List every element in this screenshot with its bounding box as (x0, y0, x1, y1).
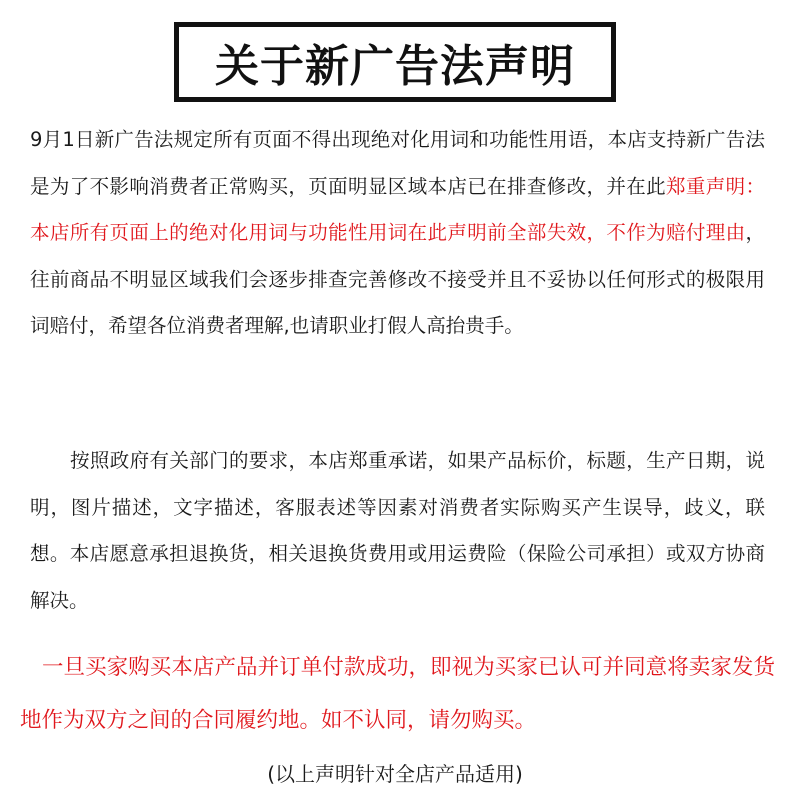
solemn-declaration-text: 郑重声明：本店所有页面上的绝对化用词与功能性用词在此声明前全部失效，不作为赔付理由 (30, 174, 765, 244)
notice-paragraph-1-text-a: 9月1日新广告法规定所有页面不得出现绝对化用词和功能性用语，本店支持新广告法是为了不影响消费者正常购买，页面明显区域本店已在排查修改，并在此 (30, 128, 765, 198)
title-box (174, 22, 616, 102)
purchase-terms-paragraph: 一旦买家购买本店产品并订单付款成功，即视为买家已认可并同意将卖家发货地作为双方之间的合同履约地。如不认同，请勿购买。 (20, 655, 775, 733)
page-title: 关于新广告法声明 (215, 41, 575, 92)
footer-note: (以上声明针对全店产品适用) (267, 762, 523, 786)
notice-paragraph-1 (30, 117, 765, 350)
commitment-paragraph: 按照政府有关部门的要求，本店郑重承诺，如果产品标价，标题，生产日期，说明，图片描述，文字描述，客服表述等因素对消费者实际购买产生误导，歧义，联想。本店愿意承担退换货，相关退换货费用或用运费险（保险公司承担）或双方协商解决。 (30, 449, 765, 612)
notice-paragraph-1-text-b: ，往前商品不明显区域我们会逐步排查完善修改不接受并且不妥协以任何形式的极限用词赔付，希望各位消费者理解,也请职业打假人高抬贵手。 (30, 221, 765, 337)
